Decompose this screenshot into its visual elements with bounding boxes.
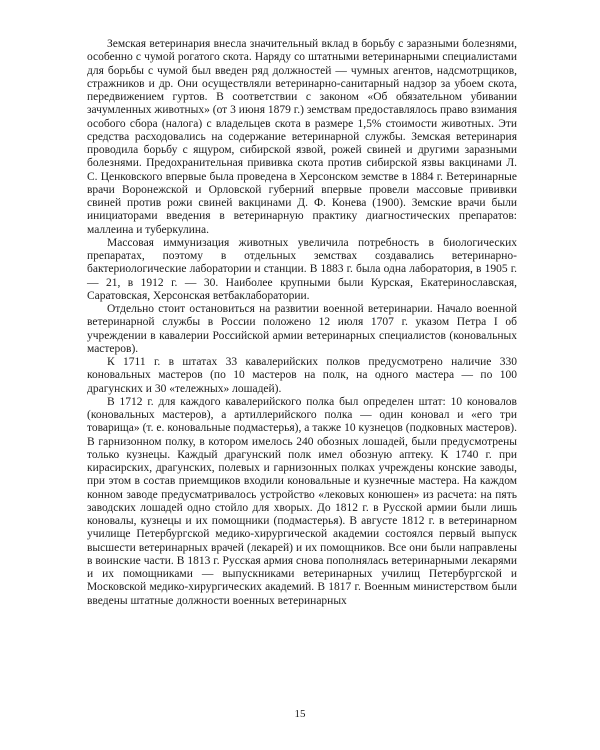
page-number: 15: [294, 708, 306, 720]
paragraph-1711: К 1711 г. в штатах 33 кавалерийских полков предусмотрено наличие 330 коновальных мастеров (по 10 мастеров на полк, на одного мастера — по 100 драгунских и 30 «тележных» лошадей).: [87, 356, 517, 395]
paragraph-zemstvo-veterinary: Земская ветеринария внесла значительный вклад в борьбу с заразными болезнями, особенно с чумой рогатого скота. Наряду со штатными ветеринарными специалистами для борьбы с чумой был введен ряд должностей — чумных агентов, надсмотрщиков, стражников и др. Они осуществляли ветеринарно-санитарный надзор за убоем скота, передвижением гуртов. В соответствии с законом «Об обязательном убивании зачумленных животных» (от 3 июня 1879 г.) земствам предоставлялось право взимания особого сбора (налога) с владельцев скота в размере 1,5% стоимости животных. Эти средства расходовались на содержание ветеринарной службы. Земская ветеринария проводила борьбу с ящуром, сибирской язвой, рожей свиней и другими заразными болезнями. Предохранительная прививка скота против сибирской язвы вакцинами Л. С. Ценковского впервые была проведена в Херсонском земстве в 1884 г. Ветеринарные врачи Воронежской и Орловской губерний впервые провели массовые прививки свиней против рожи свиней вакцинами Д. Ф. Конева (1900). Земские врачи были инициаторами введения в ветеринарную практику диагностических препаратов: маллеина и туберкулина.: [87, 38, 517, 236]
document-page: [87, 38, 517, 608]
paragraph-military-veterinary: Отдельно стоит остановиться на развитии военной ветеринарии. Начало военной ветеринарной службы в России положено 12 июля 1707 г. указом Петра I об учреждении в кавалерии Российской армии ветеринарных специалистов (коновальных мастеров).: [87, 303, 517, 355]
paragraph-1712: В 1712 г. для каждого кавалерийского полка был определен штат: 10 коновалов (коновальных мастеров), а артиллерийского полка — один коновал и «его три товарища» (т. е. коновальные подмастерья), а также 10 кузнецов (подковных мастеров). В гарнизонном полку, в котором имелось 240 обозных лошадей, были предусмотрены только кузнецы. Каждый драгунский полк имел обозную аптеку. К 1740 г. при кирасирских, драгунских, полевых и гарнизонных полках учреждены конские заводы, при этом в состав приемщиков входили коновальные и кузнечные мастера. На каждом конном заводе предусматривалось устройство «лековых конюшен» из расчета: на пять заводских лошадей одно стойло для хворых. До 1812 г. в Русской армии были лишь коновалы, кузнецы и их помощники (подмастерья). В августе 1812 г. в ветеринарном училище Петербургской медико-хирургической академии состоялся первый выпуск высшести ветеринарных врачей (лекарей) и их помощников. Все они были направлены в воинские части. В 1813 г. Русская армия снова пополнялась ветеринарными лекарями и их помощниками — выпускниками ветеринарных училищ Петербургской и Московской медико-хирургических академий. В 1817 г. Военным министерством были введены штатные должности военных ветеринарных: [87, 395, 517, 607]
paragraph-immunization-labs: Массовая иммунизация животных увеличила потребность в биологических препаратах, поэтому в отдельных земствах создавались ветеринарно-бактериологические лаборатории и станции. В 1883 г. была одна лаборатория, в 1905 г. — 21, в 1912 г. — 30. Наиболее крупными были Курская, Екатеринославская, Саратовская, Херсонская ветбаклаборатории.: [87, 236, 517, 302]
